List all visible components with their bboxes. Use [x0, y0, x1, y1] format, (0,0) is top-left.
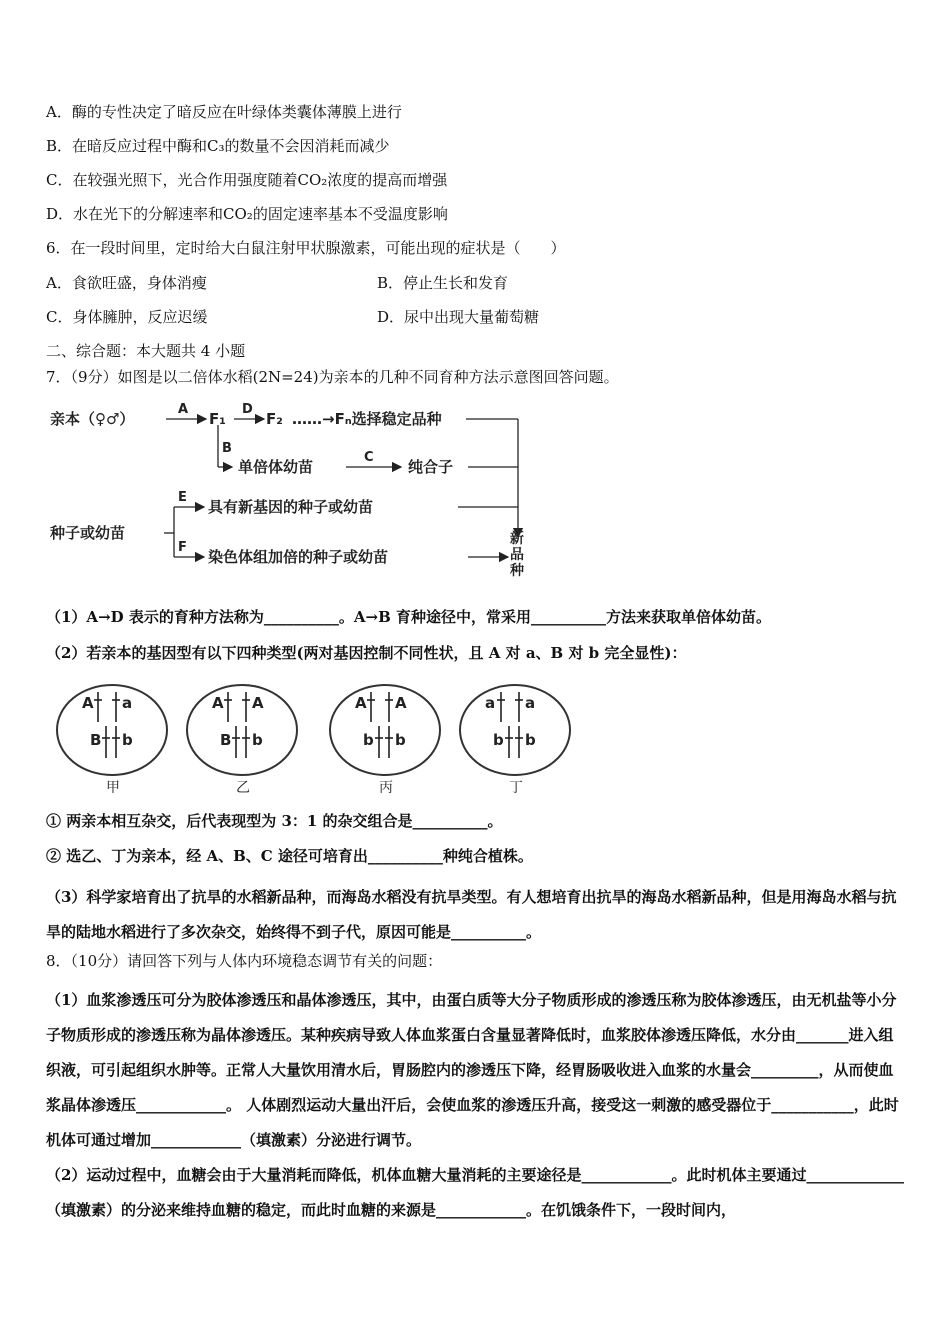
cell-1-gene-bl: B [90, 731, 102, 749]
q5-option-b: B．在暗反应过程中酶和C₃的数量不会因消耗而减少 [46, 137, 390, 155]
cell-1-gene-br: b [122, 731, 133, 749]
cell-2-label: 乙 [236, 780, 250, 796]
cell-3-gene-bl: b [363, 731, 374, 749]
q6-option-a: A．食欲旺盛，身体消瘦 [46, 274, 207, 292]
cell-2-gene-bl: B [220, 731, 232, 749]
q5-option-a: A．酶的专性决定了暗反应在叶绿体类囊体薄膜上进行 [46, 103, 402, 121]
q7-part-2: （2）若亲本的基因型有以下四种类型(两对基因控制不同性状，且 A 对 a、B 对 b 完全显性)： [46, 644, 687, 662]
q7-part-3: （3）科学家培育出了抗旱的水稻新品种，而海岛水稻没有抗旱类型。有人想培育出抗旱的海岛水稻新品种，但是用海岛水稻与抗旱的陆地水稻进行了多次杂交，始终得不到子代，原因可能是__________。 [46, 888, 897, 941]
cell-4-gene-bl: b [493, 731, 504, 749]
genotype-cells [50, 678, 580, 803]
cell-2-gene-tr: A [252, 694, 264, 712]
diagram-newgene: 具有新基因的种子或幼苗 [208, 498, 374, 516]
section-2-heading: 二、综合题：本大题共 4 小题 [46, 342, 246, 360]
diagram-seed: 种子或幼苗 [50, 524, 126, 542]
diagram-f2: F₂ [266, 410, 283, 428]
cell-4-gene-tr: a [525, 694, 536, 712]
diagram-fn: ……→Fₙ选择稳定品种 [292, 410, 442, 428]
q6-option-d: D．尿中出现大量葡萄糖 [377, 308, 540, 326]
cell-2-gene-br: b [252, 731, 263, 749]
diagram-f1: F₁ [209, 410, 226, 428]
q8-part-1: （1）血浆渗透压可分为胶体渗透压和晶体渗透压，其中，由蛋白质等大分子物质形成的渗透压称为胶体渗透压，由无机盐等小分子物质形成的渗透压称为晶体渗透压。某种疾病导致人体血浆蛋白含量显著降低时，血浆胶体渗透压降低，水分由_______进入组织液，可引起组织水肿等。正常人大量饮用清水后，胃肠腔内的渗透压下降，经胃肠吸收进入血浆的水量会_________，从而使血浆晶体渗透压____________。 人体剧烈运动大量出汗后，会使血浆的渗透压升高，接受这一刺激的感受器位于___________，此时机体可通过增加____________（填激素）分泌进行调节。 [46, 991, 899, 1149]
diagram-pure: 纯合子 [408, 458, 454, 476]
diagram-haploid: 单倍体幼苗 [238, 458, 314, 476]
cell-4-gene-br: b [525, 731, 536, 749]
q8-part-2: （2）运动过程中，血糖会由于大量消耗而降低，机体血糖大量消耗的主要途径是____________。此时机体主要通过_____________（填激素）的分泌来维持血糖的稳定，而此时血糖的来源是____________。在饥饿条件下，一段时间内， [46, 1166, 904, 1219]
q7-part-1: （1）A→D 表示的育种方法称为__________。A→B 育种途径中，常采用__________方法来获取单倍体幼苗。 [46, 608, 771, 626]
cell-1-label: 甲 [106, 780, 120, 796]
diagram-label-d: D [242, 402, 253, 417]
cell-1-gene-tl: A [82, 694, 94, 712]
q6-option-b: B．停止生长和发育 [377, 274, 509, 292]
q7-part-2-1: ① 两亲本相互杂交，后代表现型为 3：1 的杂交组合是__________。 [46, 812, 503, 830]
diagram-label-b: B [222, 441, 232, 456]
diagram-label-c: C [364, 450, 374, 465]
cell-3-gene-tr: A [395, 694, 407, 712]
cell-3-gene-tl: A [355, 694, 367, 712]
diagram-new-1: 新 [510, 531, 524, 547]
q5-option-c: C．在较强光照下，光合作用强度随着CO₂浓度的提高而增强 [46, 171, 448, 189]
diagram-label-e: E [178, 490, 187, 505]
q5-option-d: D．水在光下的分解速率和CO₂的固定速率基本不受温度影响 [46, 205, 448, 223]
q7-stem: 7．（9分）如图是以二倍体水稻(2N=24)为亲本的几种不同育种方法示意图回答问题。 [46, 368, 619, 386]
q7-part-2-2: ② 选乙、丁为亲本，经 A、B、C 途径可培育出__________种纯合植株。 [46, 847, 533, 865]
q6-stem: 6．在一段时间里，定时给大白鼠注射甲状腺激素，可能出现的症状是（ ） [46, 239, 566, 257]
q6-option-c: C．身体臃肿，反应迟缓 [46, 308, 208, 326]
breeding-diagram [46, 395, 546, 585]
q8-stem: 8．（10分）请回答下列与人体内环境稳态调节有关的问题： [46, 952, 443, 970]
cell-3-label: 丙 [379, 780, 393, 796]
diagram-doubled: 染色体组加倍的种子或幼苗 [208, 548, 389, 566]
diagram-new-2: 品 [510, 547, 524, 563]
diagram-new-3: 种 [510, 563, 524, 579]
cell-4-label: 丁 [509, 780, 523, 796]
cell-4-gene-tl: a [485, 694, 496, 712]
cell-2-gene-tl: A [212, 694, 224, 712]
cell-3-gene-br: b [395, 731, 406, 749]
cell-1-gene-tr: a [122, 694, 133, 712]
diagram-label-f: F [178, 540, 187, 555]
diagram-parent: 亲本（♀♂） [50, 410, 135, 428]
diagram-label-a: A [178, 402, 189, 417]
